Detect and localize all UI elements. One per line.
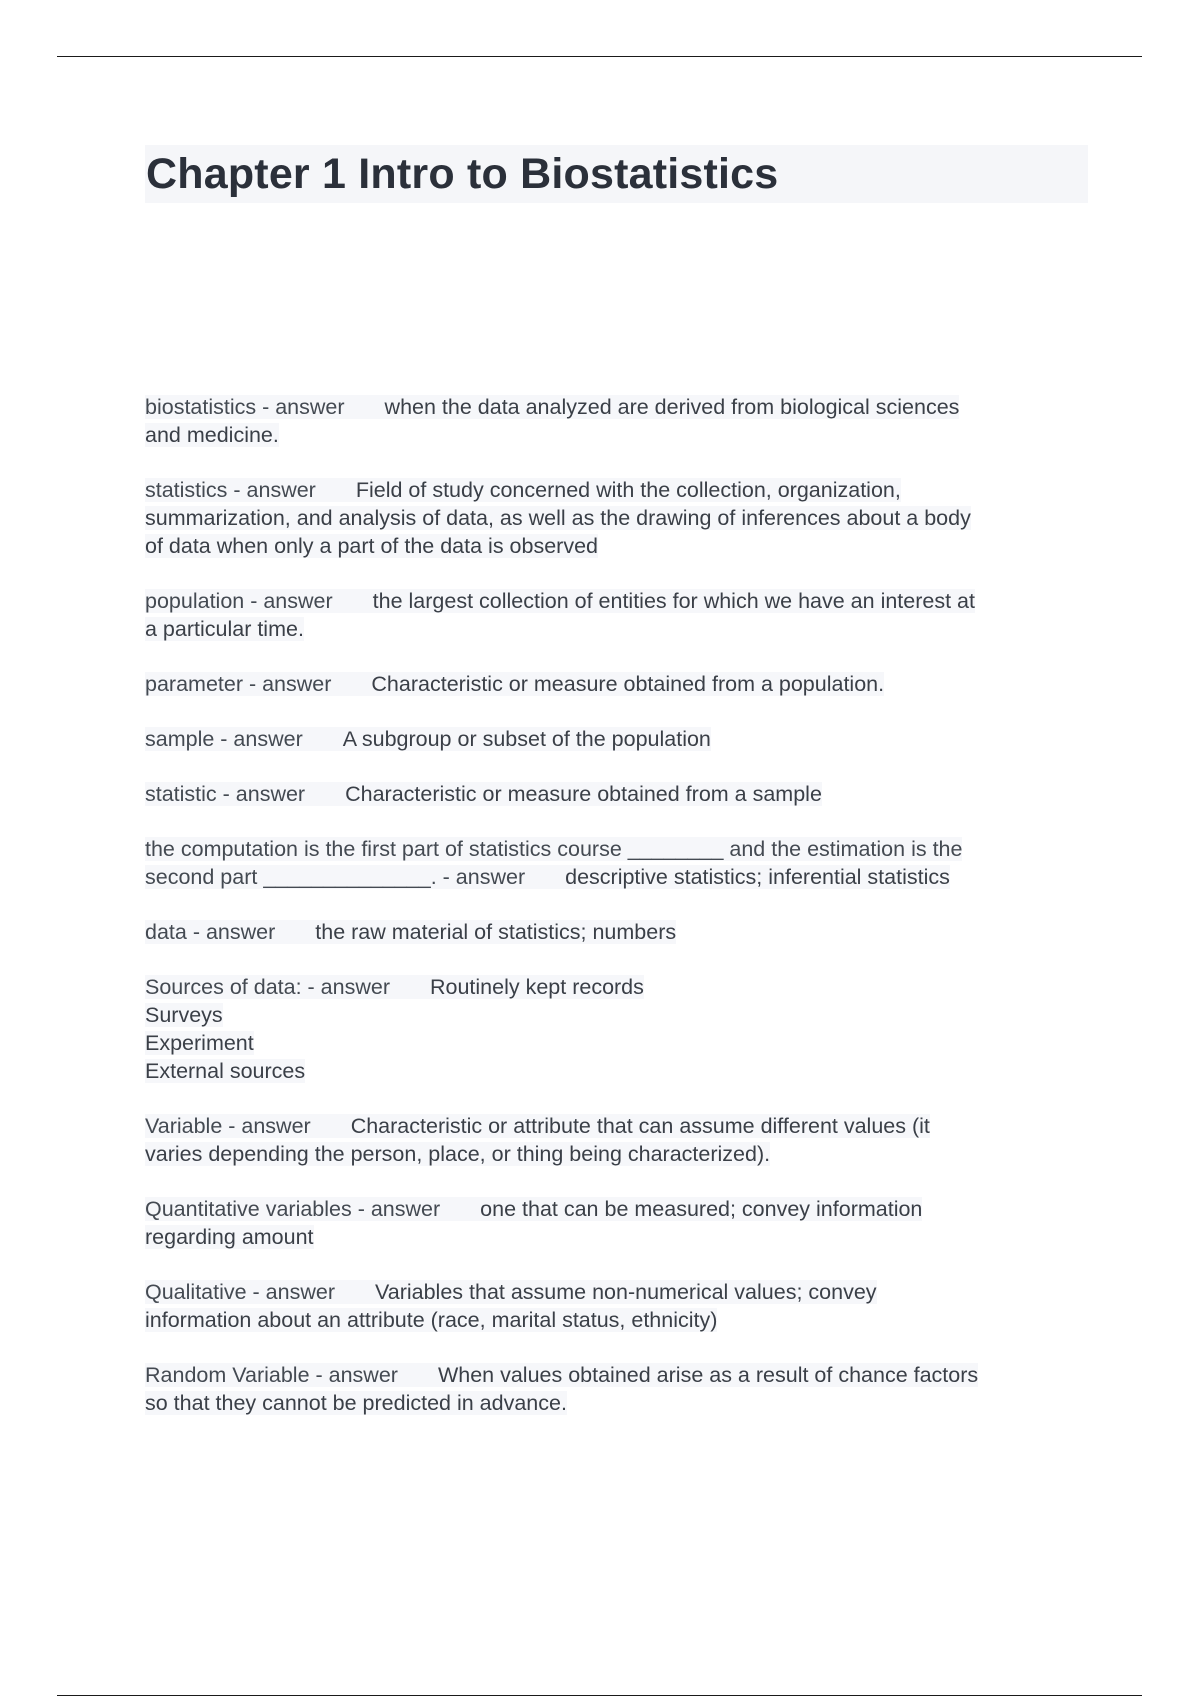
- flashcard-definition-line: so that they cannot be predicted in advance.: [145, 1391, 567, 1415]
- flashcard-term: data - answer: [145, 920, 276, 944]
- flashcard-definition-line: and medicine.: [145, 423, 279, 447]
- flashcard-term: sample - answer: [145, 727, 303, 751]
- flashcard: [145, 918, 1090, 946]
- flashcard: [145, 835, 1090, 891]
- flashcard-definition-line: Characteristic or measure obtained from a sample: [345, 782, 822, 806]
- flashcard-definition-line: regarding amount: [145, 1225, 314, 1249]
- flashcard: [145, 1278, 1090, 1334]
- flashcard-term: Quantitative variables - answer: [145, 1197, 441, 1221]
- flashcard-definition-line: External sources: [145, 1059, 306, 1083]
- flashcard: [145, 1361, 1090, 1417]
- flashcard: [145, 780, 1090, 808]
- flashcard-term: Variable - answer: [145, 1114, 311, 1138]
- flashcard-definition-line: information about an attribute (race, marital status, ethnicity): [145, 1308, 718, 1332]
- flashcard-definition-line: Experiment: [145, 1031, 254, 1055]
- flashcard-term: statistic - answer: [145, 782, 306, 806]
- flashcard: [145, 670, 1090, 698]
- flashcard-definition-line: varies depending the person, place, or thing being characterized).: [145, 1142, 771, 1166]
- flashcard: [145, 725, 1090, 753]
- flashcard: [145, 1112, 1090, 1168]
- flashcard-definition-line: A subgroup or subset of the population: [342, 727, 711, 751]
- flashcard-definition-line: one that can be measured; convey information: [480, 1197, 923, 1221]
- top-rule: [57, 56, 1142, 57]
- flashcard: [145, 1195, 1090, 1251]
- flashcard-definition-line: the largest collection of entities for which we have an interest at: [372, 589, 975, 613]
- flashcard-list: [145, 393, 1090, 1444]
- flashcard-definition-line: when the data analyzed are derived from biological sciences: [384, 395, 960, 419]
- flashcard-term: population - answer: [145, 589, 333, 613]
- bottom-rule: [57, 1695, 1142, 1696]
- flashcard: [145, 587, 1090, 643]
- flashcard-term-line: the computation is the first part of statistics course ________ and the estimation is the: [145, 837, 963, 861]
- flashcard: [145, 476, 1090, 560]
- flashcard-term: biostatistics - answer: [145, 395, 345, 419]
- flashcard: [145, 973, 1090, 1085]
- flashcard-definition-line: of data when only a part of the data is observed: [145, 534, 598, 558]
- flashcard-definition-line: summarization, and analysis of data, as well as the drawing of inferences about a body: [145, 506, 971, 530]
- flashcard-definition-line: the raw material of statistics; numbers: [315, 920, 677, 944]
- flashcard: [145, 393, 1090, 449]
- flashcard-term: Sources of data: - answer: [145, 975, 390, 999]
- flashcard-definition-line: Routinely kept records: [429, 975, 644, 999]
- flashcard-definition-line: Characteristic or attribute that can assume different values (it: [350, 1114, 930, 1138]
- flashcard-term: statistics - answer: [145, 478, 316, 502]
- flashcard-definition-line: Surveys: [145, 1003, 223, 1027]
- flashcard-term: Qualitative - answer: [145, 1280, 335, 1304]
- flashcard-term-line: second part ______________. - answer: [145, 865, 526, 889]
- flashcard-definition-line: Characteristic or measure obtained from a population.: [371, 672, 885, 696]
- flashcard-term: parameter - answer: [145, 672, 332, 696]
- flashcard-definition-line: Field of study concerned with the collection, organization,: [355, 478, 901, 502]
- page-title: Chapter 1 Intro to Biostatistics: [146, 150, 779, 198]
- flashcard-definition-line: When values obtained arise as a result of chance factors: [437, 1363, 979, 1387]
- flashcard-definition-line: Variables that assume non-numerical values; convey: [375, 1280, 877, 1304]
- flashcard-term: Random Variable - answer: [145, 1363, 398, 1387]
- flashcard-definition-line: a particular time.: [145, 617, 304, 641]
- flashcard-definition-line: descriptive statistics; inferential statistics: [565, 865, 950, 889]
